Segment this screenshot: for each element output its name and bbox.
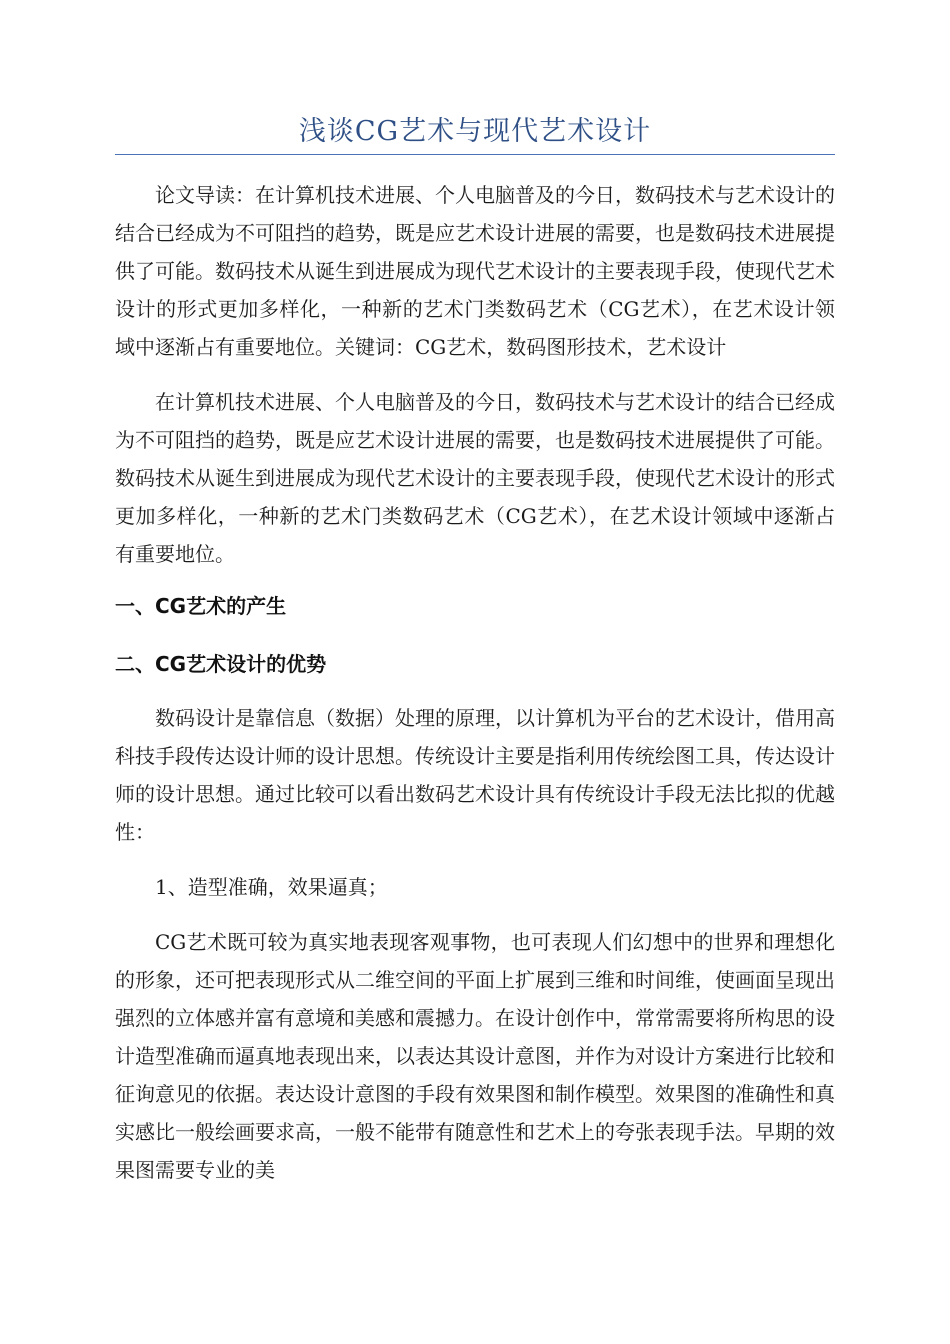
body-paragraph-1: 在计算机技术进展、个人电脑普及的今日，数码技术与艺术设计的结合已经成为不可阻挡的趋势，既是应艺术设计进展的需要，也是数码技术进展提供了可能。数码技术从诞生到进展成为现代艺术设计的主要表现手段，使现代艺术设计的形式更加多样化，一种新的艺术门类数码艺术（CG艺术），在艺术设计领域中逐渐占有重要地位。 [115,390,835,566]
list-item-1: 1、造型准确，效果逼真； [155,875,388,899]
intro-paragraph: 论文导读：在计算机技术进展、个人电脑普及的今日，数码技术与艺术设计的结合已经成为不可阻挡的趋势，既是应艺术设计进展的需要，也是数码技术进展提供了可能。数码技术从诞生到进展成为现代艺术设计的主要表现手段，使现代艺术设计的形式更加多样化，一种新的艺术门类数码艺术（CG艺术），在艺术设计领域中逐渐占有重要地位。关键词：CG艺术，数码图形技术，艺术设计 [115,183,835,359]
document-body [115,176,835,1189]
document-title: 浅谈CG艺术与现代艺术设计 [298,116,652,147]
section-heading-1: 一、CG艺术的产生 [115,594,287,618]
body-paragraph-3: CG艺术既可较为真实地表现客观事物，也可表现人们幻想中的世界和理想化的形象，还可把表现形式从二维空间的平面上扩展到三维和时间维，使画面呈现出强烈的立体感并富有意境和美感和震撼力。在设计创作中，常常需要将所构思的设计造型准确而逼真地表现出来，以表达其设计意图，并作为对设计方案进行比较和征询意见的依据。表达设计意图的手段有效果图和制作模型。效果图的准确性和真实感比一般绘画要求高，一般不能带有随意性和艺术上的夸张表现手法。早期的效果图需要专业的美 [115,930,835,1182]
body-paragraph-2: 数码设计是靠信息（数据）处理的原理，以计算机为平台的艺术设计，借用高科技手段传达设计师的设计思想。传统设计主要是指利用传统绘图工具，传达设计师的设计思想。通过比较可以看出数码艺术设计具有传统设计手段无法比拟的优越性： [115,706,835,844]
section-heading-2: 二、CG艺术设计的优势 [115,652,327,676]
title-underline [115,154,835,155]
